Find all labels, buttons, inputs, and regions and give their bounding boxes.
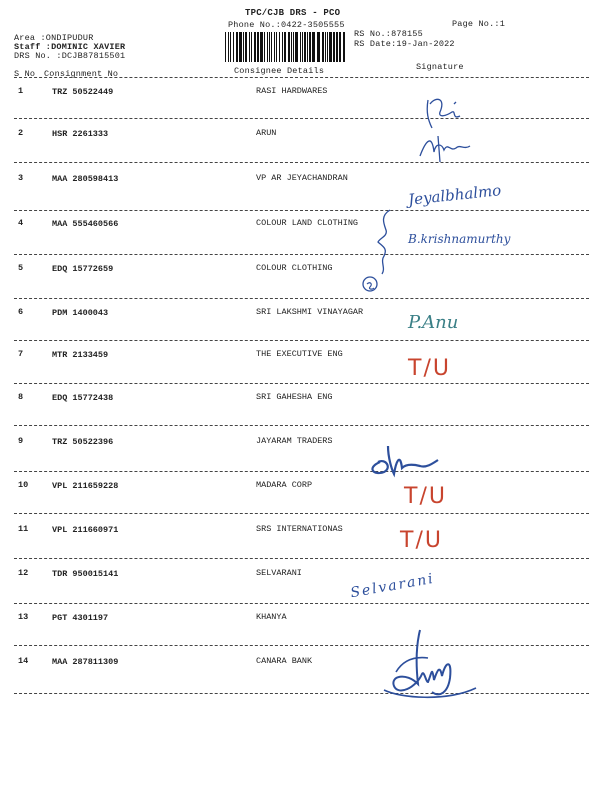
table-row bbox=[0, 307, 600, 327]
row-sno: 2 bbox=[18, 128, 24, 138]
row-sno: 14 bbox=[18, 656, 29, 666]
row-sno: 10 bbox=[18, 480, 29, 490]
row-sno: 6 bbox=[18, 307, 24, 317]
row-sno: 7 bbox=[18, 349, 24, 359]
table-row bbox=[0, 349, 600, 369]
column-header-sno: S No bbox=[14, 69, 36, 79]
row-sno: 3 bbox=[18, 173, 24, 183]
row-sno: 8 bbox=[18, 392, 24, 402]
row-consignee: SRI LAKSHMI VINAYAGAR bbox=[256, 307, 364, 317]
row-sno: 12 bbox=[18, 568, 29, 578]
row-consignee: CANARA BANK bbox=[256, 656, 313, 666]
row-consignment: MAA 287811309 bbox=[52, 657, 119, 667]
row-divider bbox=[14, 513, 589, 514]
table-row bbox=[0, 612, 600, 632]
row-consignee: SELVARANI bbox=[256, 568, 302, 578]
table-row bbox=[0, 86, 600, 106]
document-title: TPC/CJB DRS - PCO bbox=[245, 8, 341, 18]
table-row bbox=[0, 173, 600, 193]
row-divider bbox=[14, 210, 589, 211]
row-consignment: EDQ 15772659 bbox=[52, 264, 114, 274]
header-divider bbox=[14, 77, 589, 78]
row-divider bbox=[14, 118, 589, 119]
staff-label: Staff :DOMINIC XAVIER bbox=[14, 42, 126, 52]
row-consignment: TRZ 50522449 bbox=[52, 87, 114, 97]
row-consignment: TRZ 50522396 bbox=[52, 437, 114, 447]
row-consignee: JAYARAM TRADERS bbox=[256, 436, 333, 446]
row-consignment: MTR 2133459 bbox=[52, 350, 109, 360]
row-sno: 1 bbox=[18, 86, 24, 96]
row-divider bbox=[14, 558, 589, 559]
row-consignee: SRS INTERNATIONAS bbox=[256, 524, 343, 534]
row-consignee: SRI GAHESHA ENG bbox=[256, 392, 333, 402]
row-divider bbox=[14, 383, 589, 384]
row-divider bbox=[14, 254, 589, 255]
row-consignment: PDM 1400043 bbox=[52, 308, 109, 318]
signature-row4: B.krishnamurthy bbox=[408, 232, 511, 246]
signature-row11: T/U bbox=[400, 528, 443, 553]
table-row bbox=[0, 392, 600, 412]
row-consignee: COLOUR LAND CLOTHING bbox=[256, 218, 359, 228]
table-row bbox=[0, 263, 600, 283]
row-consignment: HSR 2261333 bbox=[52, 129, 109, 139]
row-consignee: COLOUR CLOTHING bbox=[256, 263, 333, 273]
row-divider bbox=[14, 162, 589, 163]
row-divider bbox=[14, 340, 589, 341]
row-divider bbox=[14, 298, 589, 299]
row-consignee: VP AR JEYACHANDRAN bbox=[256, 173, 348, 183]
signature-row12: Selvarani bbox=[349, 570, 436, 602]
area-label: Area :ONDIPUDUR bbox=[14, 33, 94, 43]
rs-date: RS Date:19-Jan-2022 bbox=[354, 39, 455, 49]
signature-row10: T/U bbox=[404, 484, 447, 509]
table-row bbox=[0, 568, 600, 588]
row-consignment: EDQ 15772438 bbox=[52, 393, 114, 403]
row-divider bbox=[14, 645, 589, 646]
row-consignment: TDR 950015141 bbox=[52, 569, 119, 579]
signature-jayaram bbox=[366, 438, 446, 478]
barcode bbox=[224, 32, 348, 62]
rs-number: RS No.:878155 bbox=[354, 29, 423, 39]
row-consignment: VPL 211660971 bbox=[52, 525, 119, 535]
row-consignment: MAA 555460566 bbox=[52, 219, 119, 229]
row-sno: 9 bbox=[18, 436, 24, 446]
row-sno: 4 bbox=[18, 218, 24, 228]
table-row bbox=[0, 436, 600, 456]
signature-row3: Jeyalbhalmo bbox=[407, 181, 503, 209]
row-divider bbox=[14, 425, 589, 426]
row-consignment: PGT 4301197 bbox=[52, 613, 109, 623]
column-header-consignment: Consignment No bbox=[44, 69, 119, 79]
row-sno: 13 bbox=[18, 612, 29, 622]
row-consignee: KHANYA bbox=[256, 612, 287, 622]
signature-rasi-arun bbox=[416, 90, 486, 166]
drs-number: DRS No. :DCJB87815501 bbox=[14, 51, 126, 61]
row-consignee: RASI HARDWARES bbox=[256, 86, 328, 96]
signature-row6: P.Anu bbox=[408, 312, 459, 333]
page-number: Page No.:1 bbox=[452, 19, 506, 29]
row-consignment: MAA 280598413 bbox=[52, 174, 119, 184]
row-sno: 5 bbox=[18, 263, 24, 273]
signature-canara bbox=[376, 626, 486, 706]
table-row bbox=[0, 480, 600, 500]
column-header-signature: Signature bbox=[416, 62, 464, 72]
table-row bbox=[0, 128, 600, 148]
row-divider bbox=[14, 471, 589, 472]
signature-row7: T/U bbox=[408, 356, 451, 381]
row-divider bbox=[14, 603, 589, 604]
row-divider bbox=[14, 693, 589, 694]
row-sno: 11 bbox=[18, 524, 29, 534]
table-row bbox=[0, 524, 600, 544]
phone-number: Phone No.:0422-3505555 bbox=[228, 20, 345, 30]
row-consignee: MADARA CORP bbox=[256, 480, 313, 490]
column-header-details: Consignee Details bbox=[234, 66, 325, 76]
row-consignee: ARUN bbox=[256, 128, 277, 138]
row-consignment: VPL 211659228 bbox=[52, 481, 119, 491]
table-row bbox=[0, 656, 600, 676]
row-consignee: THE EXECUTIVE ENG bbox=[256, 349, 343, 359]
